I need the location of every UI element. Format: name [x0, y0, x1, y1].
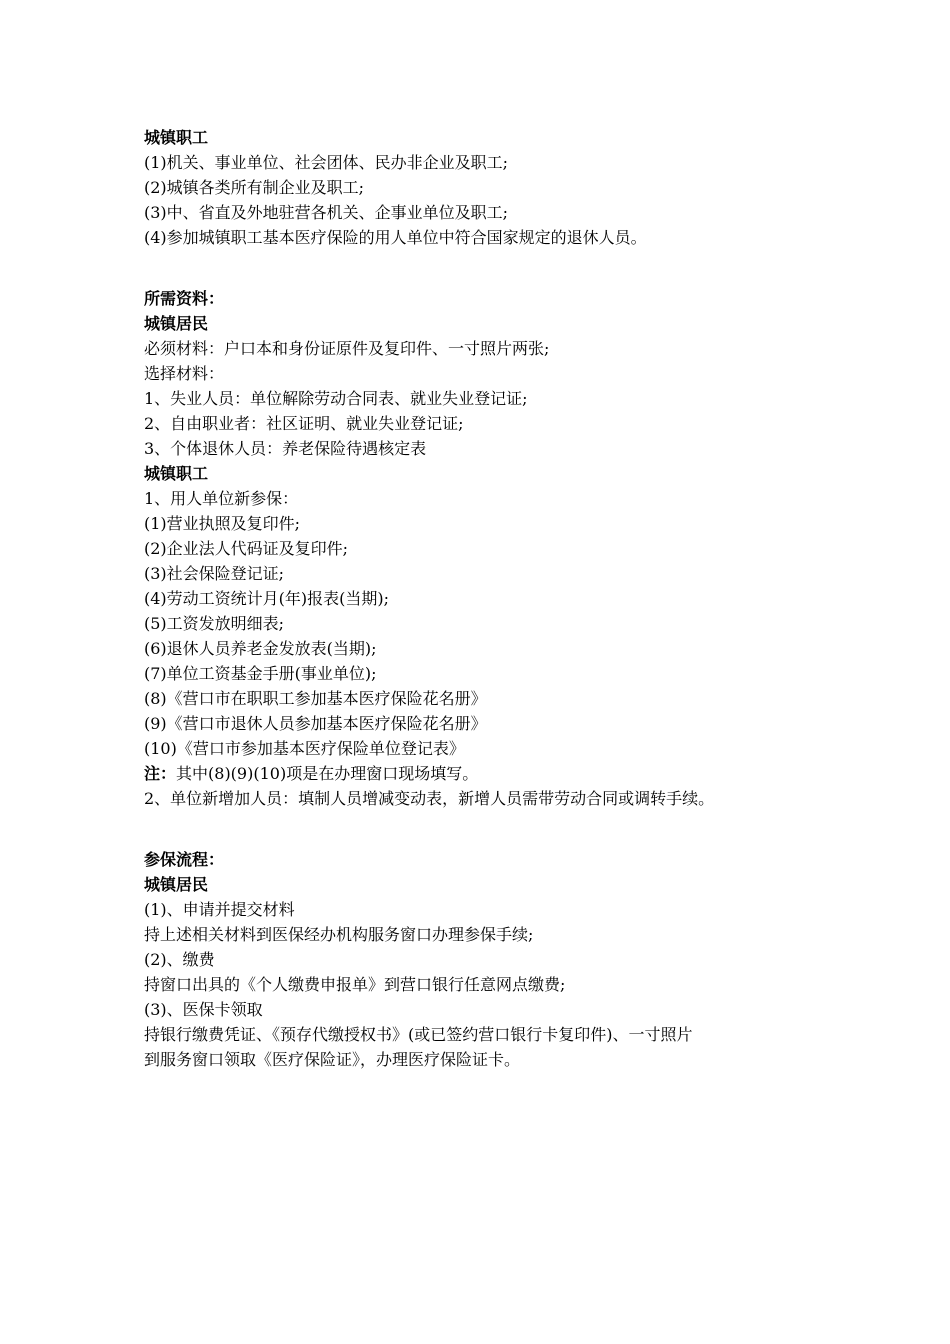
process-line: (3)、医保卡领取 — [144, 1000, 263, 1019]
material-line: 1、用人单位新参保： — [144, 489, 299, 508]
document-body — [144, 125, 834, 1072]
process-line: 持上述相关材料到医保经办机构服务窗口办理参保手续; — [144, 925, 534, 944]
section-spacer — [144, 811, 834, 847]
material-line: (10)《营口市参加基本医疗保险单位登记表》 — [144, 739, 465, 758]
process-line: 持窗口出具的《个人缴费申报单》到营口银行任意网点缴费; — [144, 975, 566, 994]
process-line: 到服务窗口领取《医疗保险证》，办理医疗保险证卡。 — [144, 1050, 521, 1069]
material-line: 选择材料： — [144, 364, 225, 383]
note-label: 注： — [144, 764, 177, 783]
material-line: (9)《营口市退休人员参加基本医疗保险花名册》 — [144, 714, 487, 733]
process-line: 持银行缴费凭证、《预存代缴授权书》(或已签约营口银行卡复印件)、一寸照片 — [144, 1025, 693, 1044]
material-line: (2)企业法人代码证及复印件; — [144, 539, 349, 558]
subheading-urban-residents: 城镇居民 — [144, 875, 209, 894]
subheading-urban-workers: 城镇职工 — [144, 464, 209, 483]
section-title-required-materials: 所需资料： — [144, 289, 225, 308]
material-line: (6)退休人员养老金发放表(当期); — [144, 639, 377, 658]
material-line: (1)营业执照及复印件; — [144, 514, 301, 533]
material-line: (5)工资发放明细表; — [144, 614, 285, 633]
coverage-item: (2)城镇各类所有制企业及职工; — [144, 178, 365, 197]
material-line: 1、失业人员：单位解除劳动合同表、就业失业登记证; — [144, 389, 528, 408]
note-line — [144, 761, 834, 786]
section-title-enrollment-process: 参保流程： — [144, 850, 225, 869]
material-line: (3)社会保险登记证; — [144, 564, 285, 583]
material-line: 2、自由职业者：社区证明、就业失业登记证; — [144, 414, 464, 433]
process-line: (2)、缴费 — [144, 950, 215, 969]
coverage-item: (4)参加城镇职工基本医疗保险的用人单位中符合国家规定的退休人员。 — [144, 228, 647, 247]
note-text: 其中(8)(9)(10)项是在办理窗口现场填写。 — [176, 764, 479, 783]
process-line: (1)、申请并提交材料 — [144, 900, 295, 919]
material-line: (4)劳动工资统计月(年)报表(当期); — [144, 589, 390, 608]
coverage-item: (1)机关、事业单位、社会团体、民办非企业及职工; — [144, 153, 509, 172]
material-line: 必须材料：户口本和身份证原件及复印件、一寸照片两张; — [144, 339, 550, 358]
material-line: 3、个体退休人员：养老保险待遇核定表 — [144, 439, 427, 458]
material-line: (8)《营口市在职职工参加基本医疗保险花名册》 — [144, 689, 487, 708]
section-spacer — [144, 250, 834, 286]
coverage-item: (3)中、省直及外地驻营各机关、企事业单位及职工; — [144, 203, 509, 222]
material-line: (7)单位工资基金手册(事业单位); — [144, 664, 377, 683]
section-heading-urban-workers: 城镇职工 — [144, 128, 209, 147]
subheading-urban-residents: 城镇居民 — [144, 314, 209, 333]
material-line: 2、单位新增加人员：填制人员增减变动表，新增人员需带劳动合同或调转手续。 — [144, 789, 715, 808]
